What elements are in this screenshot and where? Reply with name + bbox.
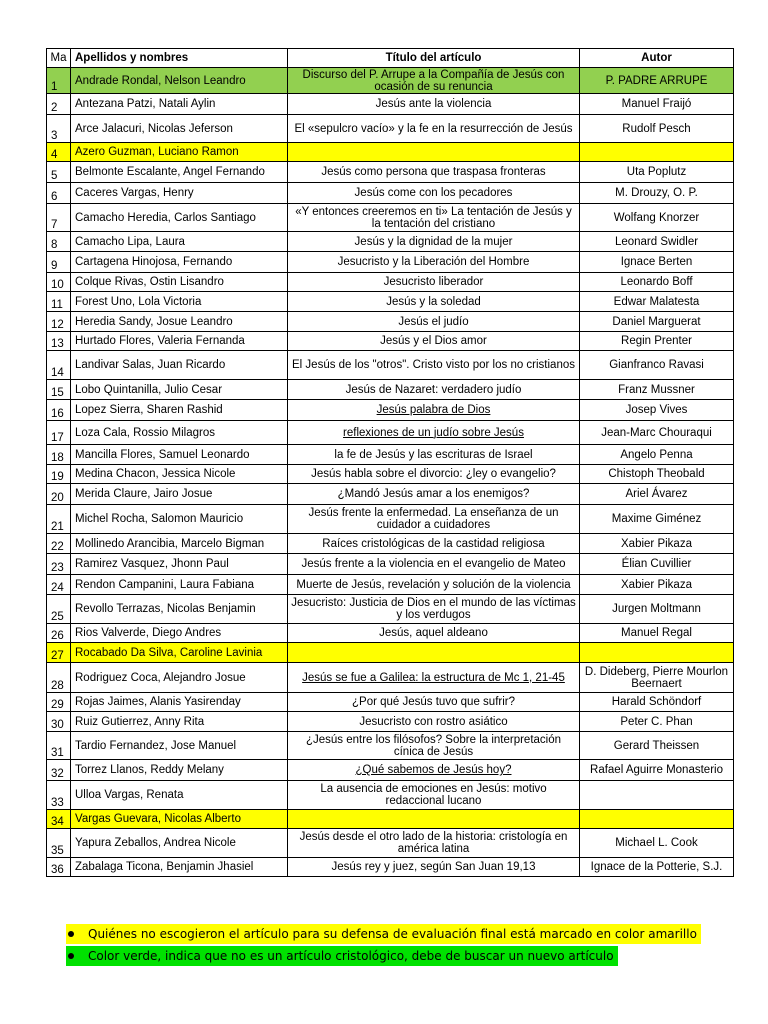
article-title: Jesús rey y juez, según San Juan 19,13 [288,858,580,877]
table-row [47,484,734,505]
table-row [47,421,734,445]
article-title: Jesús ante la violencia [288,94,580,115]
table-row [47,312,734,332]
table-row [47,534,734,554]
article-author [580,643,734,663]
table-row [47,858,734,877]
row-number: 28 [47,663,71,693]
article-author: Wolfang Knorzer [580,204,734,232]
article-author [580,781,734,810]
article-title: Jesús frente a la violencia en el evangelio de Mateo [288,554,580,575]
articles-table [46,48,734,877]
table-row [47,332,734,351]
row-number: 9 [47,252,71,273]
article-title: Jesús el judío [288,312,580,332]
article-title [288,143,580,162]
article-title: Jesús palabra de Dios [288,400,580,421]
article-title [288,643,580,663]
row-number: 31 [47,732,71,760]
table-row [47,732,734,760]
table-row [47,68,734,94]
article-author: Michael L. Cook [580,829,734,858]
student-name: Rodriguez Coca, Alejandro Josue [71,663,288,693]
row-number: 14 [47,351,71,380]
row-number: 7 [47,204,71,232]
row-number: 22 [47,534,71,554]
table-row [47,204,734,232]
article-title: Jesucristo con rostro asiático [288,712,580,732]
article-title: Jesús, aquel aldeano [288,624,580,643]
row-number: 2 [47,94,71,115]
article-title: «Y entonces creeremos en ti» La tentación de Jesús y la tentación del cristiano [288,204,580,232]
student-name: Ulloa Vargas, Renata [71,781,288,810]
row-number: 16 [47,400,71,421]
header-row [47,49,734,68]
student-name: Medina Chacon, Jessica Nicole [71,465,288,484]
article-author: Xabier Pikaza [580,534,734,554]
row-number: 20 [47,484,71,505]
note-text: Color verde, indica que no es un artículo cristológico, debe de buscar un nuevo artículo [88,949,614,963]
student-name: Landivar Salas, Juan Ricardo [71,351,288,380]
spreadsheet [46,48,733,877]
article-title: El Jesús de los "otros". Cristo visto por los no cristianos [288,351,580,380]
student-name: Lobo Quintanilla, Julio Cesar [71,380,288,400]
article-author: Maxime Giménez [580,505,734,534]
article-title: Jesucristo liberador [288,273,580,292]
student-name: Arce Jalacuri, Nicolas Jeferson [71,115,288,143]
bullet-icon [68,931,74,937]
table-row [47,162,734,183]
table-row [47,760,734,781]
student-name: Rojas Jaimes, Alanis Yasirenday [71,693,288,712]
article-author: Manuel Fraijó [580,94,734,115]
note-text: Quiénes no escogieron el artículo para su defensa de evaluación final está marcado en color amarillo [88,927,697,941]
article-title: reflexiones de un judío sobre Jesús [288,421,580,445]
student-name: Camacho Heredia, Carlos Santiago [71,204,288,232]
table-row [47,94,734,115]
row-number: 33 [47,781,71,810]
table-row [47,292,734,312]
article-author: Rudolf Pesch [580,115,734,143]
table-row [47,554,734,575]
student-name: Rios Valverde, Diego Andres [71,624,288,643]
student-name: Mancilla Flores, Samuel Leonardo [71,445,288,465]
student-name: Colque Rivas, Ostin Lisandro [71,273,288,292]
table-row [47,115,734,143]
row-number: 21 [47,505,71,534]
row-number: 23 [47,554,71,575]
article-author: Ignace de la Potterie, S.J. [580,858,734,877]
table-row [47,351,734,380]
article-author: Ariel Ávarez [580,484,734,505]
article-title: El «sepulcro vacío» y la fe en la resurrección de Jesús [288,115,580,143]
student-name: Rendon Campanini, Laura Fabiana [71,575,288,595]
article-author: Manuel Regal [580,624,734,643]
table-row [47,505,734,534]
row-number: 4 [47,143,71,162]
article-title: Jesucristo y la Liberación del Hombre [288,252,580,273]
article-title: ¿Por qué Jesús tuvo que sufrir? [288,693,580,712]
student-name: Torrez Llanos, Reddy Melany [71,760,288,781]
row-number: 36 [47,858,71,877]
student-name: Azero Guzman, Luciano Ramon [71,143,288,162]
article-author: Rafael Aguirre Monasterio [580,760,734,781]
article-title: Discurso del P. Arrupe a la Compañía de Jesús con ocasión de su renuncia [288,68,580,94]
article-title: Jesús y la soledad [288,292,580,312]
student-name: Michel Rocha, Salomon Mauricio [71,505,288,534]
student-name: Loza Cala, Rossio Milagros [71,421,288,445]
table-row [47,810,734,829]
article-author: Edwar Malatesta [580,292,734,312]
article-title: la fe de Jesús y las escrituras de Israel [288,445,580,465]
student-name: Heredia Sandy, Josue Leandro [71,312,288,332]
article-title: Muerte de Jesús, revelación y solución de la violencia [288,575,580,595]
article-author: Gianfranco Ravasi [580,351,734,380]
article-author: Angelo Penna [580,445,734,465]
article-author: Jean-Marc Chouraqui [580,421,734,445]
table-row [47,273,734,292]
student-name: Vargas Guevara, Nicolas Alberto [71,810,288,829]
article-title: Jesús y el Dios amor [288,332,580,351]
row-number: 29 [47,693,71,712]
student-name: Andrade Rondal, Nelson Leandro [71,68,288,94]
student-name: Yapura Zeballos, Andrea Nicole [71,829,288,858]
student-name: Antezana Patzi, Natali Aylin [71,94,288,115]
table-row [47,252,734,273]
article-title: Raíces cristológicas de la castidad religiosa [288,534,580,554]
article-title: Jesús desde el otro lado de la historia: cristología en américa latina [288,829,580,858]
student-name: Hurtado Flores, Valeria Fernanda [71,332,288,351]
article-author: Peter C. Phan [580,712,734,732]
row-number: 25 [47,595,71,624]
row-number: 35 [47,829,71,858]
student-name: Merida Claure, Jairo Josue [71,484,288,505]
article-author: P. PADRE ARRUPE [580,68,734,94]
article-title: Jesús de Nazaret: verdadero judío [288,380,580,400]
article-author: Gerard Theissen [580,732,734,760]
article-title: ¿Jesús entre los filósofos? Sobre la interpretación cínica de Jesús [288,732,580,760]
table-row [47,183,734,204]
note-green [66,946,618,966]
article-title: Jesús y la dignidad de la mujer [288,232,580,252]
bullet-icon [68,953,74,959]
student-name: Tardio Fernandez, Jose Manuel [71,732,288,760]
student-name: Rocabado Da Silva, Caroline Lavinia [71,643,288,663]
article-author [580,143,734,162]
student-name: Mollinedo Arancibia, Marcelo Bigman [71,534,288,554]
header-num: Ma [47,49,71,68]
article-author: Chistoph Theobald [580,465,734,484]
article-title: La ausencia de emociones en Jesús: motivo redaccional lucano [288,781,580,810]
article-title: ¿Mandó Jesús amar a los enemigos? [288,484,580,505]
note-yellow [66,924,701,944]
table-row [47,232,734,252]
article-author: Élian Cuvillier [580,554,734,575]
student-name: Ramirez Vasquez, Jhonn Paul [71,554,288,575]
article-author: Harald Schöndorf [580,693,734,712]
row-number: 34 [47,810,71,829]
student-name: Ruiz Gutierrez, Anny Rita [71,712,288,732]
row-number: 13 [47,332,71,351]
table-row [47,380,734,400]
row-number: 17 [47,421,71,445]
table-row [47,595,734,624]
article-title: Jesús come con los pecadores [288,183,580,204]
student-name: Belmonte Escalante, Angel Fernando [71,162,288,183]
table-row [47,465,734,484]
row-number: 3 [47,115,71,143]
article-author: Josep Vives [580,400,734,421]
table-row [47,575,734,595]
row-number: 18 [47,445,71,465]
row-number: 5 [47,162,71,183]
row-number: 11 [47,292,71,312]
table-row [47,693,734,712]
table-row [47,624,734,643]
row-number: 1 [47,68,71,94]
row-number: 6 [47,183,71,204]
row-number: 26 [47,624,71,643]
table-row [47,143,734,162]
article-title: Jesucristo: Justicia de Dios en el mundo de las víctimas y los verdugos [288,595,580,624]
row-number: 32 [47,760,71,781]
row-number: 15 [47,380,71,400]
header-title: Título del artículo [288,49,580,68]
table-row [47,400,734,421]
student-name: Zabalaga Ticona, Benjamin Jhasiel [71,858,288,877]
row-number: 8 [47,232,71,252]
article-title: Jesús frente la enfermedad. La enseñanza de un cuidador a cuidadores [288,505,580,534]
article-title: Jesús como persona que traspasa fronteras [288,162,580,183]
table-row [47,663,734,693]
header-author: Autor [580,49,734,68]
table-row [47,829,734,858]
student-name: Caceres Vargas, Henry [71,183,288,204]
student-name: Cartagena Hinojosa, Fernando [71,252,288,273]
table-body [47,68,734,877]
table-row [47,712,734,732]
article-title: Jesús se fue a Galilea: la estructura de Mc 1, 21-45 [288,663,580,693]
student-name: Lopez Sierra, Sharen Rashid [71,400,288,421]
article-author: D. Dideberg, Pierre Mourlon Beernaert [580,663,734,693]
row-number: 30 [47,712,71,732]
article-author [580,810,734,829]
row-number: 24 [47,575,71,595]
article-author: Jurgen Moltmann [580,595,734,624]
article-author: Franz Mussner [580,380,734,400]
table-row [47,445,734,465]
row-number: 12 [47,312,71,332]
row-number: 10 [47,273,71,292]
row-number: 19 [47,465,71,484]
student-name: Revollo Terrazas, Nicolas Benjamin [71,595,288,624]
student-name: Camacho Lipa, Laura [71,232,288,252]
student-name: Forest Uno, Lola Victoria [71,292,288,312]
table-row [47,643,734,663]
table-row [47,781,734,810]
article-author: Leonard Swidler [580,232,734,252]
article-author: Leonardo Boff [580,273,734,292]
article-author: Uta Poplutz [580,162,734,183]
article-title: ¿Qué sabemos de Jesús hoy? [288,760,580,781]
article-author: Ignace Berten [580,252,734,273]
article-author: Regin Prenter [580,332,734,351]
article-title: Jesús habla sobre el divorcio: ¿ley o evangelio? [288,465,580,484]
row-number: 27 [47,643,71,663]
article-author: Xabier Pikaza [580,575,734,595]
article-author: M. Drouzy, O. P. [580,183,734,204]
header-name: Apellidos y nombres [71,49,288,68]
article-title [288,810,580,829]
article-author: Daniel Marguerat [580,312,734,332]
